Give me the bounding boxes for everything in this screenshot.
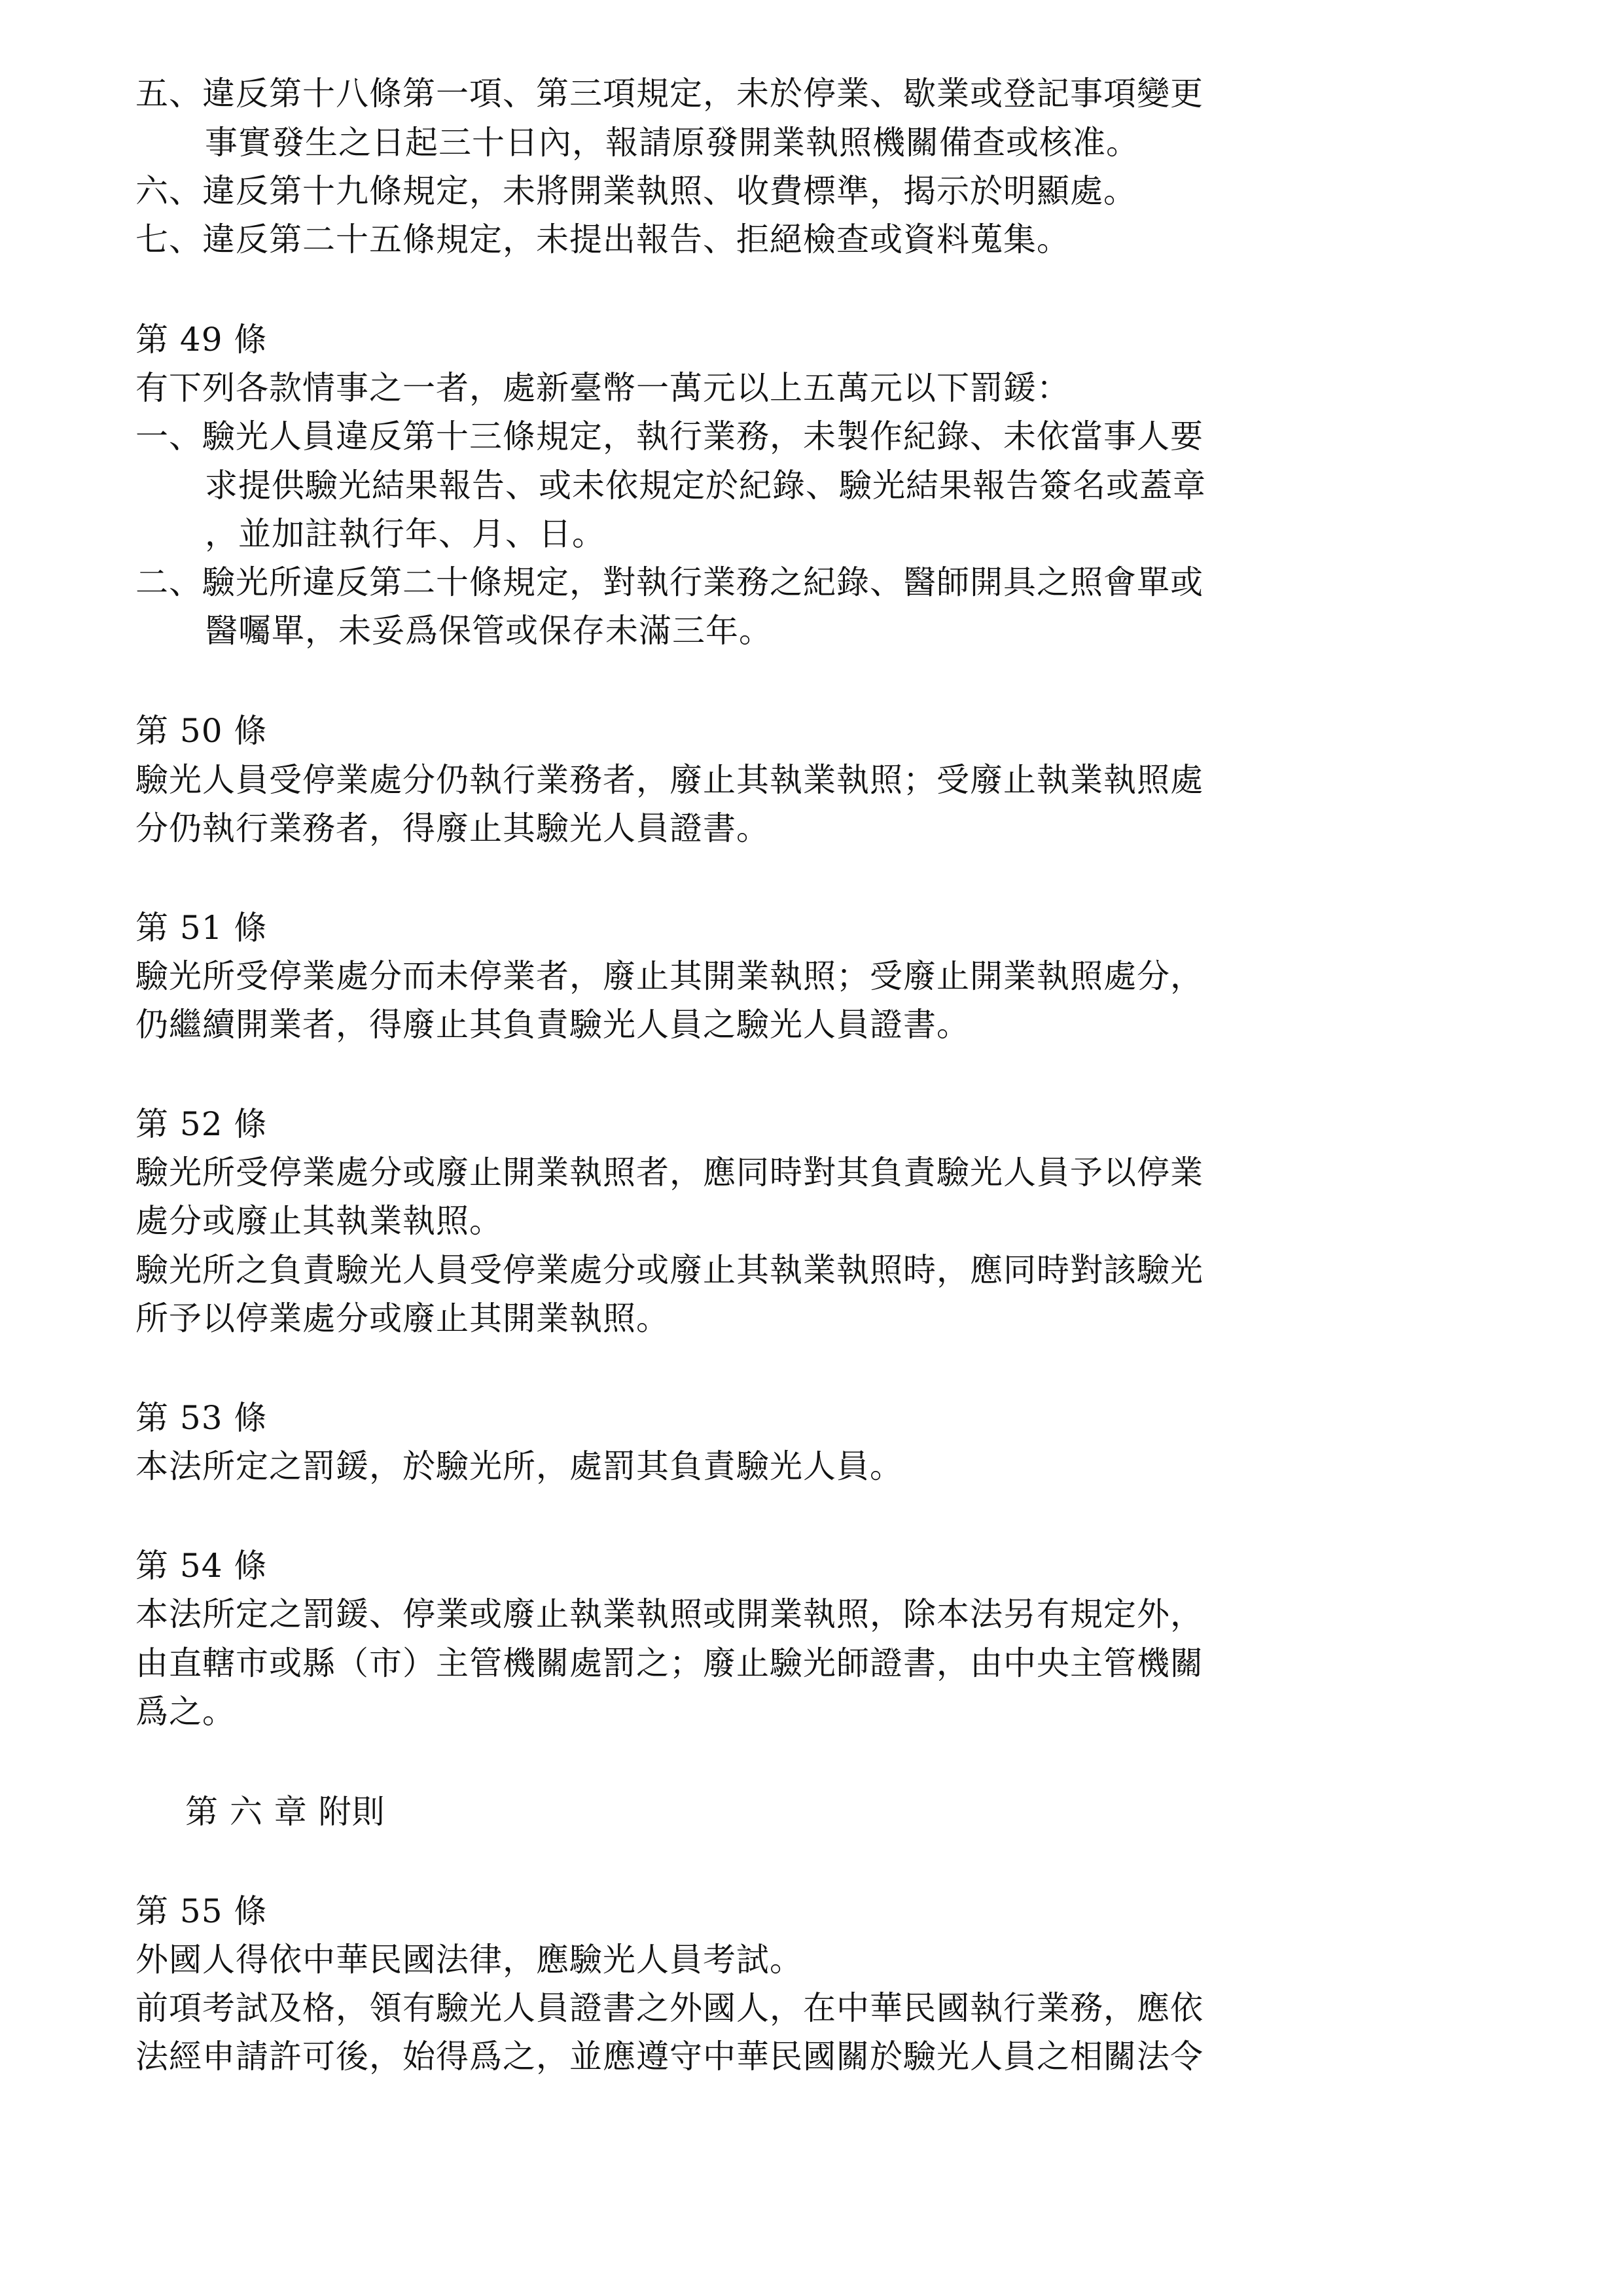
item-continuation: ，並加註執行年、月、日。 xyxy=(205,515,605,553)
item-line: 六、違反第十九條規定，未將開業執照、收費標準，揭示於明顯處。 xyxy=(135,172,1137,210)
article-heading: 第 55 條 xyxy=(135,1892,268,1930)
article-text: 驗光所受停業處分或廢止開業執照者，應同時對其負責驗光人員予以停業 xyxy=(135,1154,1204,1192)
article-text: 由直轄市或縣（市）主管機關處罰之；廢止驗光師證書，由中央主管機關 xyxy=(135,1644,1204,1682)
article-heading: 第 54 條 xyxy=(135,1547,268,1585)
article-text: 外國人得依中華民國法律，應驗光人員考試。 xyxy=(135,1941,803,1979)
chapter-heading: 第 六 章 附則 xyxy=(185,1793,385,1831)
article-text: 所予以停業處分或廢止其開業執照。 xyxy=(135,1299,669,1337)
article-text: 本法所定之罰鍰，於驗光所，處罰其負責驗光人員。 xyxy=(135,1447,903,1485)
article-heading: 第 52 條 xyxy=(135,1105,268,1143)
article-text: 法經申請許可後，始得爲之，並應遵守中華民國關於驗光人員之相關法令 xyxy=(135,2038,1204,2075)
item-line: 二、驗光所違反第二十條規定，對執行業務之紀錄、醫師開具之照會單或 xyxy=(135,563,1204,601)
article-heading: 第 50 條 xyxy=(135,712,268,750)
article-heading: 第 51 條 xyxy=(135,909,268,947)
article-heading: 第 49 條 xyxy=(135,321,268,359)
article-text: 前項考試及格，領有驗光人員證書之外國人，在中華民國執行業務，應依 xyxy=(135,1989,1204,2027)
article-text: 爲之。 xyxy=(135,1693,236,1731)
item-line: 五、違反第十八條第一項、第三項規定，未於停業、歇業或登記事項變更 xyxy=(135,75,1204,113)
article-text: 本法所定之罰鍰、停業或廢止執業執照或開業執照，除本法另有規定外， xyxy=(135,1595,1204,1633)
item-continuation: 求提供驗光結果報告、或未依規定於紀錄、驗光結果報告簽名或蓋章 xyxy=(205,467,1206,504)
article-text: 驗光人員受停業處分仍執行業務者，廢止其執業執照；受廢止執業執照處 xyxy=(135,761,1204,799)
item-continuation: 事實發生之日起三十日內，報請原發開業執照機關備查或核准。 xyxy=(205,124,1139,162)
article-text: 有下列各款情事之一者，處新臺幣一萬元以上五萬元以下罰鍰： xyxy=(135,369,1070,407)
article-heading: 第 53 條 xyxy=(135,1399,268,1437)
article-text: 驗光所受停業處分而未停業者，廢止其開業執照；受廢止開業執照處分， xyxy=(135,957,1204,995)
item-continuation: 醫囑單，未妥爲保管或保存未滿三年。 xyxy=(205,612,772,650)
item-line: 七、違反第二十五條規定，未提出報告、拒絕檢查或資料蒐集。 xyxy=(135,221,1070,258)
article-text: 驗光所之負責驗光人員受停業處分或廢止其執業執照時，應同時對該驗光 xyxy=(135,1251,1204,1289)
article-text: 處分或廢止其執業執照。 xyxy=(135,1202,503,1240)
article-text: 仍繼續開業者，得廢止其負責驗光人員之驗光人員證書。 xyxy=(135,1006,970,1044)
article-text: 分仍執行業務者，得廢止其驗光人員證書。 xyxy=(135,809,770,847)
item-line: 一、驗光人員違反第十三條規定，執行業務，未製作紀錄、未依當事人要 xyxy=(135,417,1204,455)
